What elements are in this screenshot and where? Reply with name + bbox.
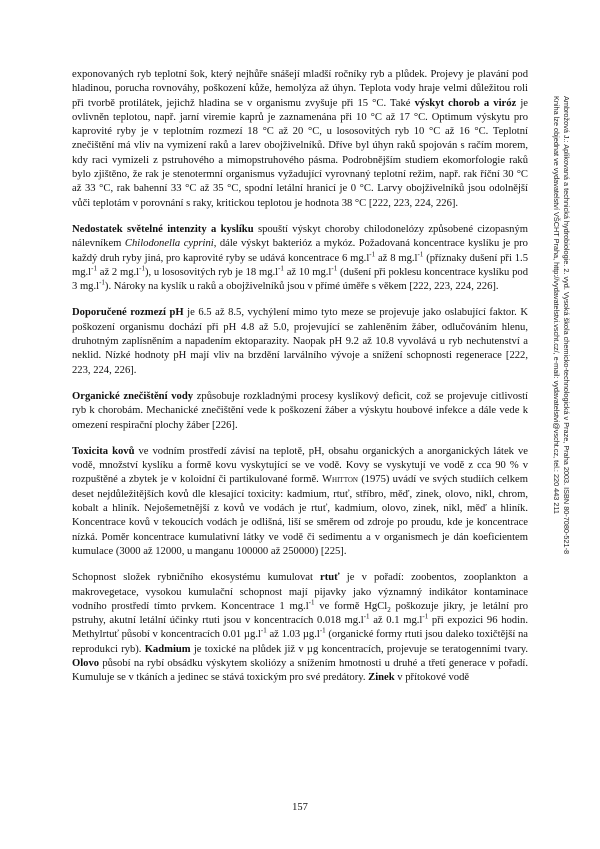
text: poškozuje jikry, je letální pro pstruhy, akutní letální účinky rtuti jsou v koncentracích 0.018 mg.l: [72, 600, 528, 627]
bold-term: Olovo: [72, 657, 100, 669]
bold-term: Kadmium: [144, 643, 191, 655]
text: Schopnost složek rybničního ekosystému kumulovat: [72, 572, 321, 584]
text: (1975) uvádí ve svých studiích celkem deset nejdůležitějších kovů dle klesající toxicity: kadmium, rtuť, stříbro, měď, zinek, olovo, nikl, chrom, kobalt a hliník. Nejošemetnější z kovů ve vodách je rtuť, kadmium, olovo, zinek, nikl, měď a hliník. Koncentrace kovů v tekoucích vodách je odlišná, liší se směrem od zdroje po proudu, kde je koncentrace nízká. Poměr koncentrace kumulativní látky ve vodě či sedimentu a v organismech je dán koeficientem kumulace (3000 až 12000, u manganu 100000 až 250000) [225].: [72, 474, 528, 557]
text: ve formě HgCl: [314, 600, 388, 612]
superscript: -1: [417, 250, 424, 259]
text: působí na rybí obsádku výskytem skoliózy a snížením hmotnosti u druhé a třetí generace v pořadí. Kumuluje se v tkáních a jedinec se stává toxickým pro své predátory.: [72, 657, 528, 684]
superscript: -1: [363, 612, 370, 621]
bold-term: Zinek: [368, 672, 395, 684]
side-note-line-1: Ambrožová J.: Aplikovaná a technická hydrobiologie. 2. vyd. Vysoká škola chemicko-technologická v Praze, Praha 2003. ISBN 80-7080-521-8: [562, 96, 571, 555]
text: je v pořadí: zoobentos, zooplankton a makrovegetace, vysokou kumulační schopnost mají pijavky jako významný indikátor kontaminace vodního prostředí tímto prvkem. Koncentrace 1 mg.l: [72, 572, 529, 612]
side-margin-note: [543, 96, 571, 746]
text: (dušení při poklesu koncentrace kyslíku pod 3 mg.l: [72, 266, 528, 293]
main-text: [72, 68, 528, 698]
bold-term: Nedostatek světelné intenzity a kyslíku: [72, 223, 254, 235]
text: ve vodním prostředí závisí na teplotě, pH, obsahu organických a anorganických látek ve vodě, množství kyslíku a formě kovu vyskytující se ve vodě. Kovy se vyskytují ve vodě z cca 90 % v rozpuštěné a zbytek je v koloidní či partikulované formě.: [72, 445, 528, 486]
text: (organické formy rtuti jsou daleko toxičtější na reprodukci ryb).: [72, 629, 528, 655]
superscript: -1: [99, 278, 105, 287]
paragraph-oxygen: [72, 223, 528, 294]
superscript: -1: [369, 250, 376, 259]
paragraph-metal-toxicity: [72, 445, 528, 559]
superscript: -1: [422, 612, 429, 621]
text: je 6.5 až 8.5, vychýlení mimo tyto meze se projevuje jako oslabující faktor. K poškození organismu dochází při pH 4.8 až 5.0, projevující se zahleněním žáber, odlučováním hlenu, druhotným zaplísněním a napadením ektoparazity. Naopak pH 9.2 až 10.8 vyvolává u ryb nechutenství a neklid. Nízké hodnoty pH mají vliv na brzdění larválního vývoje a snížení schopnosti regenerace [222, 223, 224, 226].: [72, 307, 528, 376]
page-number: 157: [292, 802, 308, 813]
bold-term: výskyt chorob a viróz: [414, 97, 517, 109]
paragraph-organic-pollution: [72, 390, 528, 433]
text: exponovaných ryb teplotní šok, který nejhůře snášejí mladší ročníky ryb a plůdek. Projevy je plavání pod hladinou, porucha rovnováhy, poškození kůže, hemolýza až úhyn. Teplota vody hraje velmi důležitou roli při tvorbě protilátek, jejichž hladina se v organismu zvyšuje při 15 °C. Také: [72, 69, 528, 109]
text: až 0.1 mg.l: [369, 615, 423, 627]
bold-term: Organické znečištění vody: [72, 390, 194, 402]
paragraph-mercury: [72, 571, 528, 685]
subscript: 2: [387, 605, 391, 614]
superscript: -1: [260, 626, 267, 635]
text: v přítokové vodě: [394, 672, 470, 684]
superscript: -1: [319, 626, 326, 635]
text: až 2 mg.l: [96, 266, 140, 278]
text: až 1.03 µg.l: [266, 629, 320, 641]
superscript: -1: [278, 264, 284, 273]
text: ), u lososovitých ryb je 18 mg.l: [144, 266, 279, 278]
text: způsobuje rozkladnými procesy kyslíkový deficit, což se projevuje citlivostí ryb k chorobám. Mechanické znečištění vede k poškození žáber a výskytu houbové infekce a dále vede k omezení respirační plochy žáber [226].: [72, 390, 529, 431]
text: až 8 mg.l: [375, 252, 418, 264]
species-name: Chilodonella cyprini: [124, 238, 214, 250]
text: až 10 mg.l: [283, 266, 332, 278]
text: při expozici 96 hodin. Methylrtuť působí v koncentracích 0.01 µg.l: [72, 615, 528, 641]
bold-term: Toxicita kovů: [72, 445, 135, 457]
superscript: -1: [308, 598, 315, 607]
paragraph-temperature: [72, 68, 528, 211]
text: je toxické na plůdek již v µg koncentracích, projevuje se teratogenními tvary.: [190, 643, 528, 655]
side-note-line-2: Kniha lze objednat ve vydavatelství VŠCHT Praha, http://vydavatelstvi.vscht.cz/, e-mail: vydavatelstvi@vscht.cz, tel.: 220 443 211: [552, 96, 561, 514]
text: spouští výskyt choroby chilodonelózy způsobené cizopasným nálevníkem: [72, 223, 528, 250]
text: , dále výskyt bakterióz a mykóz. Požadovaná koncentrace kyslíku je pro každý druh ryby jiná, pro kaprovité ryby se udává koncentrace 6 mg.l: [72, 238, 528, 264]
text: ). Nároky na kyslík u raků a obojživelníků jsou v přímé úměře s věkem [222, 223, 224, 226].: [104, 281, 499, 293]
superscript: -1: [331, 264, 338, 273]
text: (příznaky dušení při 1.5 mg.l: [72, 252, 528, 278]
bold-term: Doporučené rozmezí pH: [72, 307, 184, 319]
author-name: Whitton: [322, 474, 358, 486]
text: je ovlivněn teplotou, např. jarní viremie kaprů je zaznamenána při 10 °C až 17 °C. Optimum výskytu pro kaprovité ryby je v teplotním rozmezí 18 °C až 20 °C, u lososovitých ryb 10 °C až 16 °C. Teplotní znečištění má vliv na vymizení raků a larev obojživelníků. Dříve byl úhyn raků spojován s račím morem, kdy raci vymizeli z pstruhového a mimopstruhového pásma. Podrobnějším studiem ekomorfologie raků bylo zjištěno, že rak je stenotermní organismus vyžadující vyrovnaný teplotní režim, např. rak říční 30 °C až 33 °C, rak bahenní 33 °C až 35 °C, spodní letální hranicí je 0 °C. Larvy obojživelníků jsou odolnější vůči teplotám v porovnání s raky, kritickou teplotou je hodnota 38 °C [222, 223, 224, 226].: [72, 97, 528, 209]
paragraph-ph: [72, 306, 528, 377]
bold-term: rtuť: [320, 572, 340, 584]
superscript: -1: [139, 264, 145, 273]
superscript: -1: [91, 264, 97, 273]
